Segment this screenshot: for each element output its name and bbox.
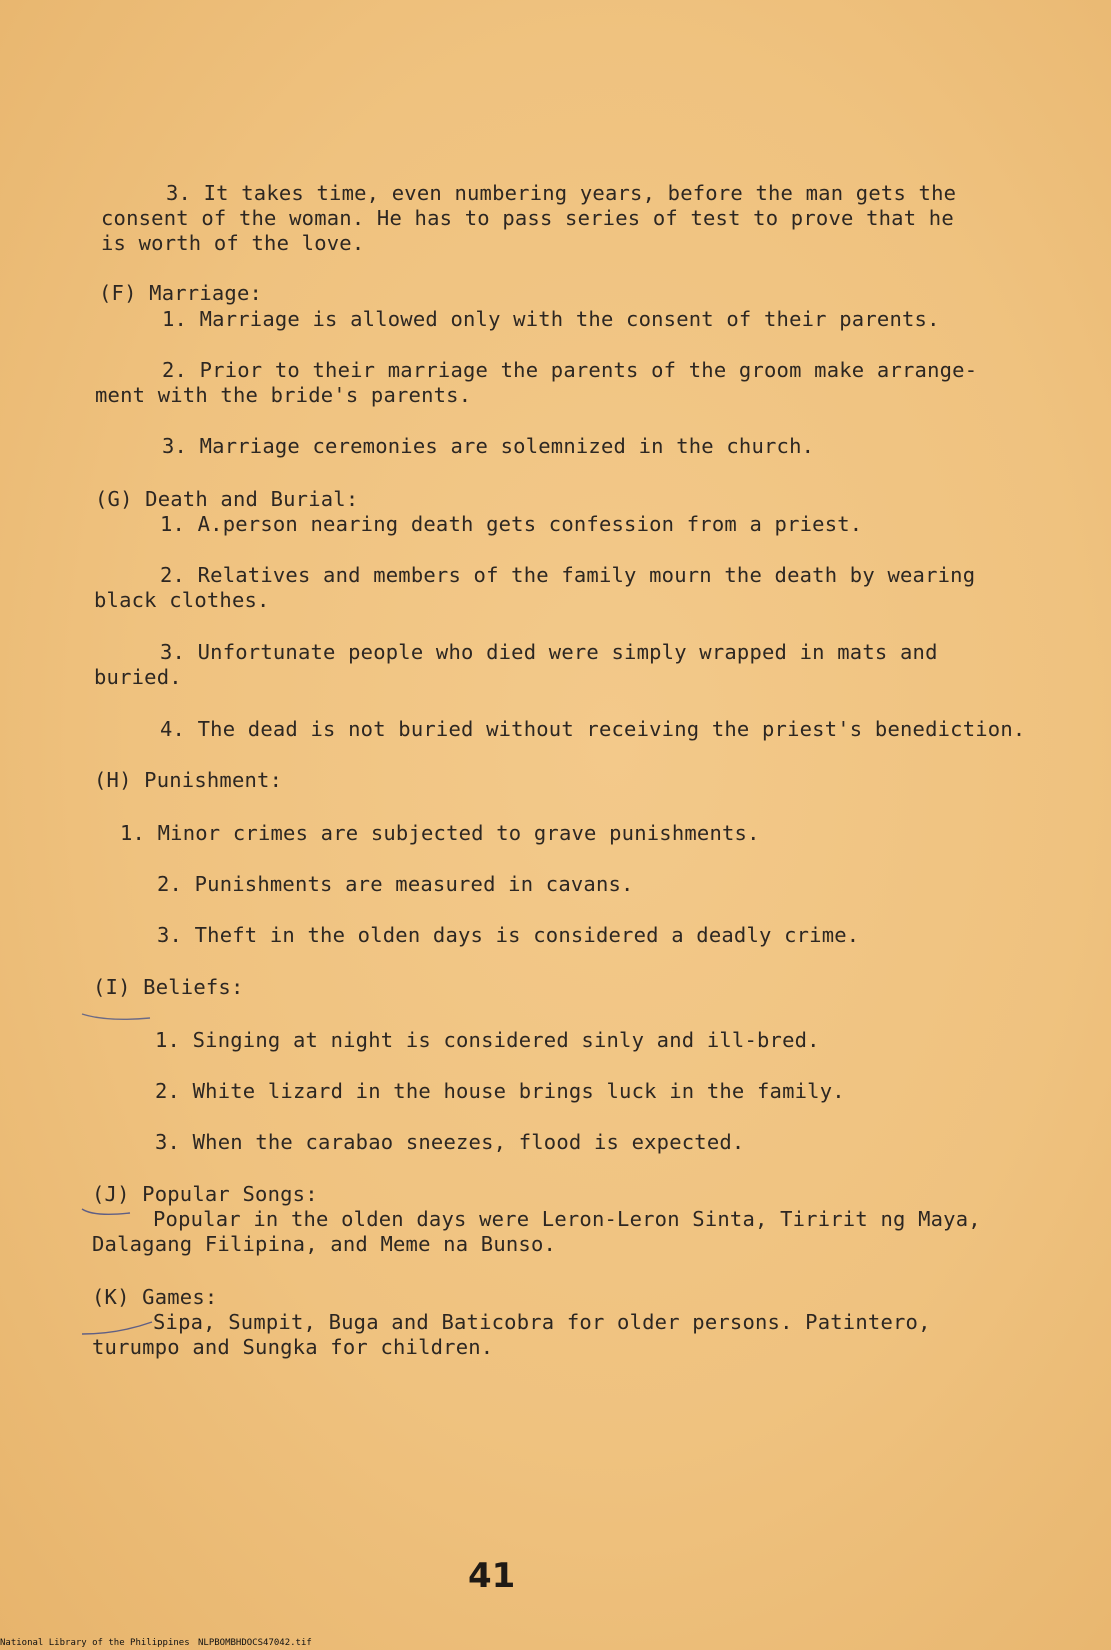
beliefs-item-3: 3. When the carabao sneezes, flood is expected. — [155, 1130, 745, 1154]
marriage-item-1: 1. Marriage is allowed only with the consent of their parents. — [162, 307, 940, 331]
marriage-item-2-line-1: 2. Prior to their marriage the parents of the groom make arrange- — [162, 358, 978, 382]
games-line-2: turumpo and Sungka for children. — [92, 1335, 494, 1359]
death-item-3-line-1: 3. Unfortunate people who died were simply wrapped in mats and — [160, 640, 938, 664]
marriage-item-3: 3. Marriage ceremonies are solemnized in the church. — [162, 434, 815, 458]
pencil-margin-mark — [78, 1205, 138, 1219]
courtship-item-3-line-3: is worth of the love. — [101, 231, 365, 255]
death-item-1: 1. A.person nearing death gets confession from a priest. — [160, 512, 863, 536]
courtship-item-3-line-2: consent of the woman. He has to pass series of test to prove that he — [101, 206, 954, 230]
punishment-item-3: 3. Theft in the olden days is considered a deadly crime. — [157, 923, 860, 947]
games-line-1: Sipa, Sumpit, Buga and Baticobra for older persons. Patintero, — [153, 1310, 931, 1334]
section-heading-popular-songs: (J) Popular Songs: — [92, 1182, 318, 1206]
death-item-2-line-2: black clothes. — [94, 588, 270, 612]
pencil-margin-mark — [78, 1010, 158, 1024]
section-heading-marriage: (F) Marriage: — [99, 281, 263, 305]
death-item-2-line-1: 2. Relatives and members of the family mourn the death by wearing — [160, 563, 976, 587]
section-heading-death-burial: (G) Death and Burial: — [95, 487, 359, 511]
popular-songs-line-1: Popular in the olden days were Leron-Leron Sinta, Tiririt ng Maya, — [153, 1207, 981, 1231]
beliefs-item-1: 1. Singing at night is considered sinly and ill-bred. — [155, 1028, 820, 1052]
footer-institution: National Library of the Philippines — [0, 1638, 190, 1648]
punishment-item-2: 2. Punishments are measured in cavans. — [157, 872, 634, 896]
death-item-4: 4. The dead is not buried without receiving the priest's benediction. — [160, 717, 1026, 741]
page-number: 41 — [468, 1556, 516, 1596]
section-heading-beliefs: (I) Beliefs: — [93, 975, 244, 999]
death-item-3-line-2: buried. — [94, 665, 182, 689]
marriage-item-2-line-2: ment with the bride's parents. — [95, 383, 472, 407]
popular-songs-line-2: Dalagang Filipina, and Meme na Bunso. — [92, 1232, 557, 1256]
footer-file-id: NLPBOMBHDOCS47042.tif — [198, 1638, 312, 1648]
section-heading-punishment: (H) Punishment: — [94, 768, 283, 792]
beliefs-item-2: 2. White lizard in the house brings luck in the family. — [155, 1079, 845, 1103]
courtship-item-3-line-1: 3. It takes time, even numbering years, before the man gets the — [166, 181, 957, 205]
pencil-margin-mark — [78, 1318, 158, 1340]
punishment-item-1: 1. Minor crimes are subjected to grave punishments. — [120, 821, 760, 845]
section-heading-games: (K) Games: — [92, 1285, 218, 1309]
